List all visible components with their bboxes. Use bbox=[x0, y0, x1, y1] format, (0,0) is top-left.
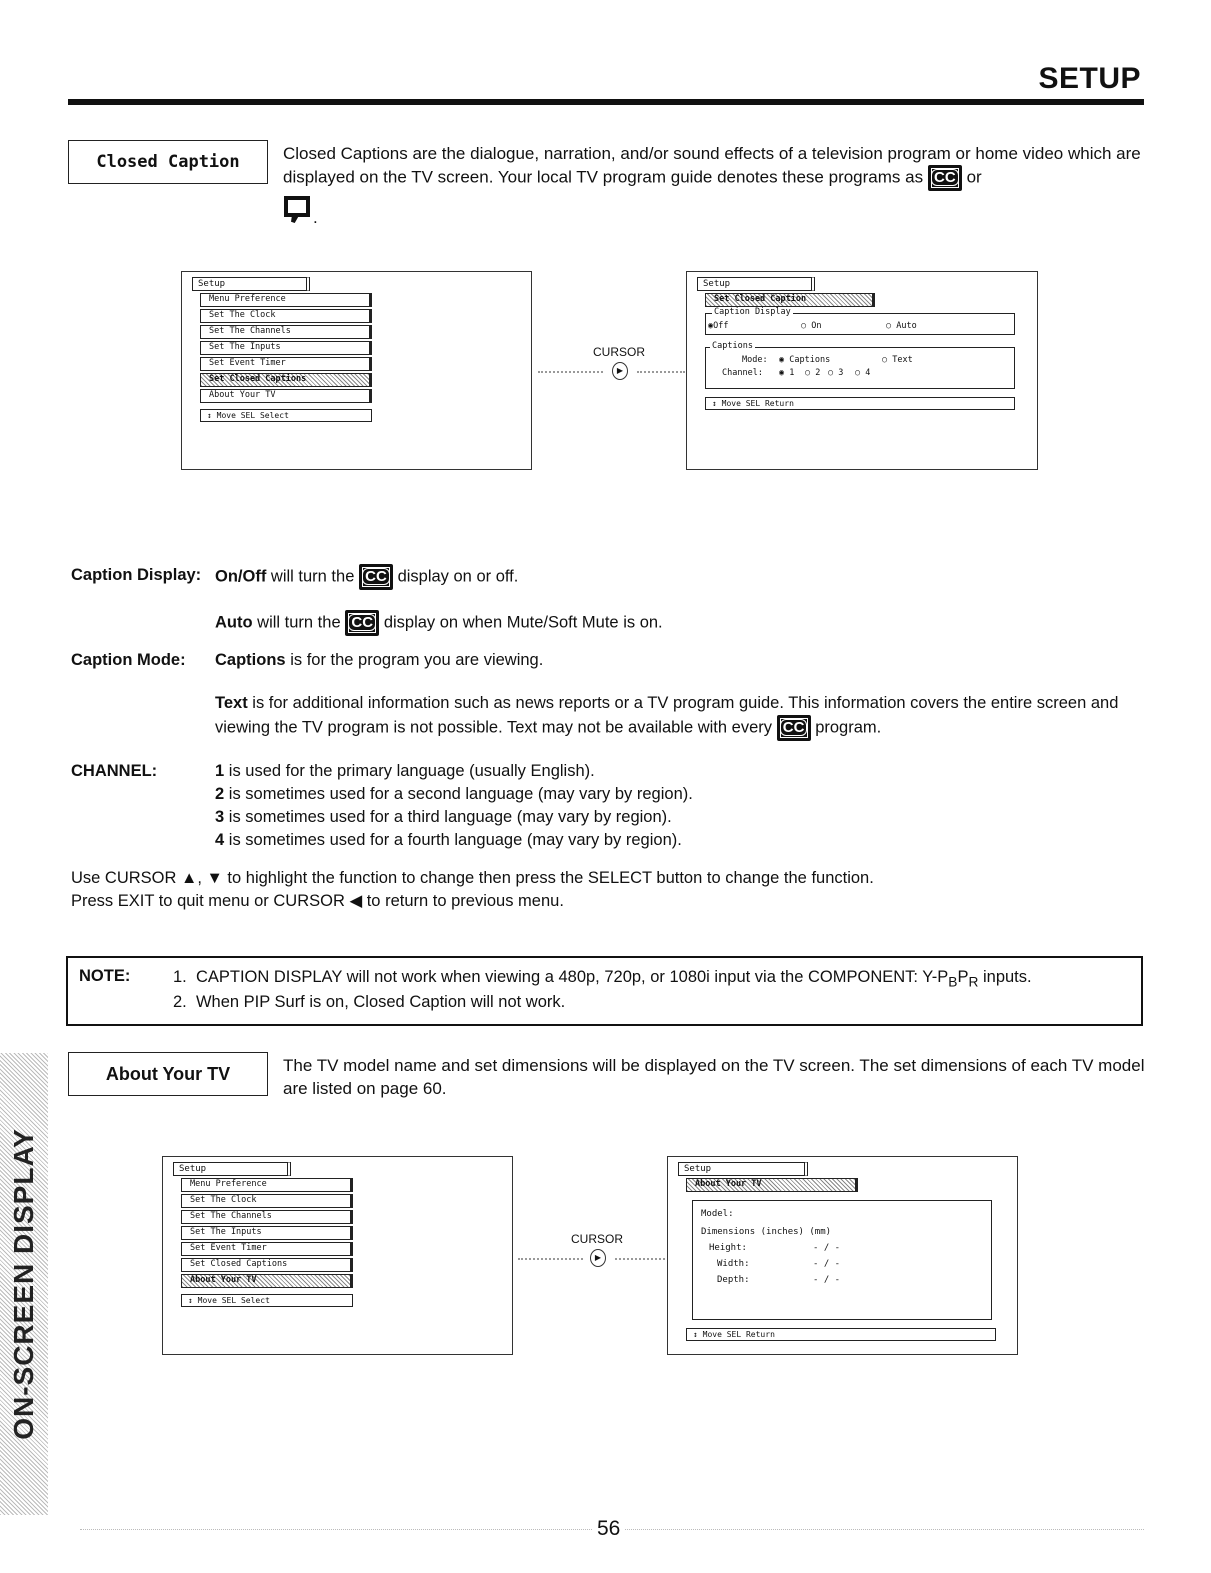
about-menu-title: Setup bbox=[678, 1162, 808, 1176]
height-label: Height: bbox=[709, 1243, 747, 1253]
radio-mode-text[interactable]: ○ Text bbox=[882, 355, 913, 365]
radio-off[interactable]: ◉Off bbox=[708, 321, 729, 331]
channel-label: Channel: bbox=[722, 368, 763, 378]
channel-line-2: 2 is sometimes used for a second language (may vary by region). bbox=[215, 785, 693, 803]
caption-mode-text: Text is for additional information such as news reports or a TV program guide. This information covers the entire screen and viewing the TV program is not possible. Text may not be available with every CC program. bbox=[215, 692, 1145, 741]
arrow-dots-left-2 bbox=[518, 1258, 583, 1260]
radio-channel-4[interactable]: ○ 4 bbox=[855, 368, 871, 378]
caption-display-group bbox=[705, 307, 1015, 335]
cc-menu-heading: Set Closed Caption bbox=[705, 293, 875, 307]
cursor-right-icon: ▶ bbox=[590, 1249, 606, 1267]
dimensions-label: Dimensions (inches) (mm) bbox=[701, 1227, 832, 1237]
cc-menu-footer: ↕ Move SEL Return bbox=[705, 397, 1015, 410]
radio-mode-captions[interactable]: ◉ Captions bbox=[779, 355, 831, 365]
arrow-dots-right-2 bbox=[615, 1258, 665, 1260]
cursor-label-2: CURSOR bbox=[571, 1232, 624, 1246]
side-tab bbox=[0, 1053, 48, 1515]
menu-item-set-the-inputs[interactable]: Set The Inputs bbox=[181, 1226, 353, 1240]
menu-item-set-the-clock[interactable]: Set The Clock bbox=[181, 1194, 353, 1208]
caption-display-group-label: Caption Display bbox=[714, 307, 791, 317]
closed-caption-label: Closed Caption bbox=[68, 140, 268, 184]
tv-screen-setup-menu-2 bbox=[162, 1156, 513, 1355]
mode-label: Mode: bbox=[742, 355, 768, 365]
about-your-tv-label: About Your TV bbox=[68, 1052, 268, 1096]
menu-item-set-event-timer[interactable]: Set Event Timer bbox=[181, 1242, 353, 1256]
setup-menu-title: Setup bbox=[192, 277, 310, 291]
instructions-line-2: Press EXIT to quit menu or CURSOR ◀ to return to previous menu. bbox=[71, 892, 564, 910]
depth-value: - / - bbox=[813, 1275, 841, 1285]
menu-item-set-the-clock[interactable]: Set The Clock bbox=[200, 309, 372, 323]
channel-line-4: 4 is sometimes used for a fourth language (may vary by region). bbox=[215, 831, 682, 849]
closed-caption-intro: Closed Captions are the dialogue, narration, and/or sound effects of a television program or home video which are displayed on the TV screen. Your local TV program guide denotes these programs as CC or . bbox=[283, 144, 1141, 227]
menu-item-set-closed-captions[interactable]: Set Closed Captions bbox=[181, 1258, 353, 1272]
cc-icon: CC bbox=[777, 715, 811, 741]
closed-caption-intro-text: Closed Captions are the dialogue, narration, and/or sound effects of a television program or home video which are displayed on the TV screen. Your local TV program guide denotes these programs as bbox=[283, 144, 1141, 187]
caption-display-auto: Auto will turn the CC display on when Mute/Soft Mute is on. bbox=[215, 610, 663, 636]
caption-mode-label: Caption Mode: bbox=[71, 651, 186, 669]
page-title: SETUP bbox=[1038, 62, 1141, 95]
cc-menu-title: Setup bbox=[697, 277, 815, 291]
model-label: Model: bbox=[701, 1209, 734, 1219]
radio-channel-3[interactable]: ○ 3 bbox=[828, 368, 844, 378]
about-your-tv-intro: The TV model name and set dimensions will be displayed on the TV screen. The set dimensions of each TV model are listed on page 60. bbox=[283, 1056, 1145, 1098]
note-item-1: 1. CAPTION DISPLAY will not work when viewing a 480p, 720p, or 1080i input via the COMPONENT: $Y-P_BP_R$ inputs. bbox=[173, 968, 1032, 990]
captions-group bbox=[705, 341, 1015, 389]
cc-icon: CC bbox=[928, 165, 962, 191]
width-value: - / - bbox=[813, 1259, 841, 1269]
channel-line-3: 3 is sometimes used for a third language (may vary by region). bbox=[215, 808, 672, 826]
note-box bbox=[66, 956, 1143, 1026]
caption-display-onoff: On/Off will turn the CC display on or off. bbox=[215, 564, 518, 590]
menu-item-set-event-timer[interactable]: Set Event Timer bbox=[200, 357, 372, 371]
width-label: Width: bbox=[717, 1259, 750, 1269]
note-label: NOTE: bbox=[79, 967, 131, 985]
menu-item-about-your-tv[interactable]: About Your TV bbox=[181, 1274, 353, 1288]
channel-list bbox=[215, 760, 693, 852]
menu-item-menu-preference[interactable]: Menu Preference bbox=[200, 293, 372, 307]
arrow-dots-right bbox=[637, 371, 685, 373]
closed-caption-menu bbox=[697, 277, 1027, 410]
channel-section-label: CHANNEL: bbox=[71, 762, 158, 780]
menu-item-set-the-inputs[interactable]: Set The Inputs bbox=[200, 341, 372, 355]
menu-item-about-your-tv[interactable]: About Your TV bbox=[200, 389, 372, 403]
setup-menu-2-title: Setup bbox=[173, 1162, 291, 1176]
menu-item-menu-preference[interactable]: Menu Preference bbox=[181, 1178, 353, 1192]
title-rule bbox=[68, 99, 1144, 105]
tv-screen-setup-menu bbox=[181, 271, 532, 470]
about-menu-footer: ↕ Move SEL Return bbox=[686, 1328, 996, 1341]
radio-channel-2[interactable]: ○ 2 bbox=[805, 368, 821, 378]
depth-label: Depth: bbox=[717, 1275, 750, 1285]
tv-screen-about-menu bbox=[667, 1156, 1018, 1355]
caption-mode-captions: Captions is for the program you are viewing. bbox=[215, 651, 544, 669]
radio-auto[interactable]: ○ Auto bbox=[886, 321, 917, 331]
about-menu bbox=[678, 1162, 1008, 1341]
setup-menu-2 bbox=[173, 1162, 353, 1307]
closed-caption-intro-or: or bbox=[966, 167, 982, 187]
about-info-panel bbox=[692, 1200, 992, 1320]
captions-group-label: Captions bbox=[712, 341, 753, 351]
menu-item-set-closed-captions[interactable]: Set Closed Captions bbox=[200, 373, 372, 387]
arrow-dots-left bbox=[538, 371, 603, 373]
cursor-label: CURSOR bbox=[593, 345, 646, 359]
radio-channel-1[interactable]: ◉ 1 bbox=[779, 368, 795, 378]
cursor-right-icon: ▶ bbox=[612, 362, 628, 380]
instructions bbox=[71, 867, 874, 913]
channel-line-1: 1 is used for the primary language (usually English). bbox=[215, 762, 595, 780]
menu-item-set-the-channels[interactable]: Set The Channels bbox=[181, 1210, 353, 1224]
side-tab-label: ON-SCREEN DISPLAY bbox=[8, 1128, 40, 1440]
setup-menu bbox=[192, 277, 372, 422]
radio-on[interactable]: ○ On bbox=[801, 321, 822, 331]
menu-footer: ↕ Move SEL Select bbox=[181, 1294, 353, 1307]
about-menu-heading: About Your TV bbox=[686, 1178, 858, 1192]
tv-screen-closed-caption-menu bbox=[686, 271, 1038, 470]
height-value: - / - bbox=[813, 1243, 841, 1253]
instructions-line-1: Use CURSOR ▲, ▼ to highlight the function to change then press the SELECT button to change the function. bbox=[71, 869, 874, 887]
menu-item-set-the-channels[interactable]: Set The Channels bbox=[200, 325, 372, 339]
menu-footer: ↕ Move SEL Select bbox=[200, 409, 372, 422]
cc-icon: CC bbox=[345, 610, 379, 636]
caption-display-label: Caption Display: bbox=[71, 566, 202, 584]
cc-icon: CC bbox=[359, 564, 393, 590]
caption-speech-icon bbox=[283, 195, 313, 223]
note-item-2: 2. When PIP Surf is on, Closed Caption will not work. bbox=[173, 993, 566, 1011]
page-number: 56 bbox=[593, 1517, 624, 1541]
